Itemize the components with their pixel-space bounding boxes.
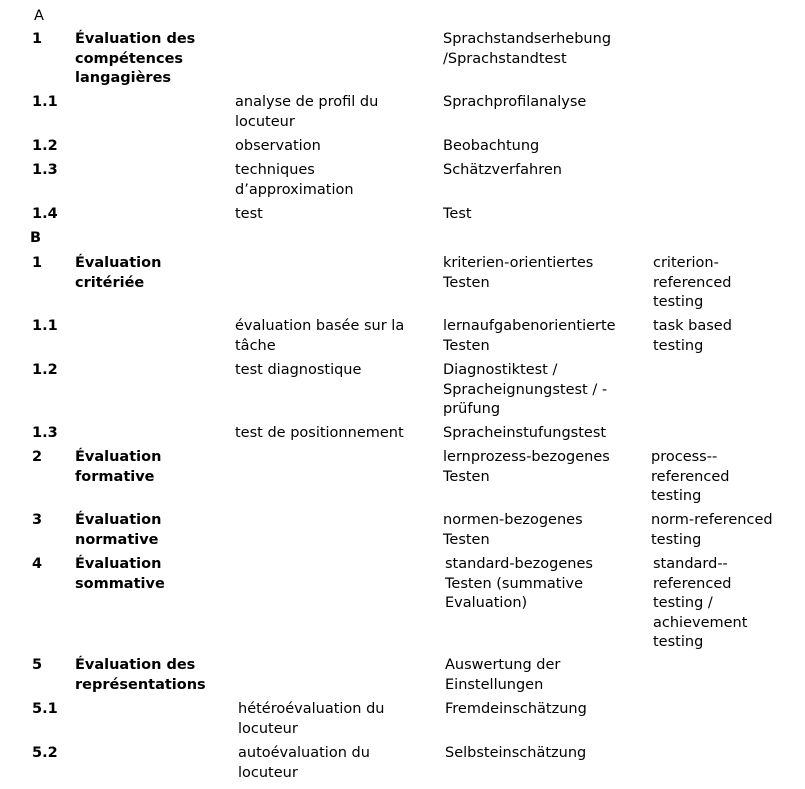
term-de: normen-bezogenes Testen bbox=[443, 512, 583, 548]
term-de: Diagnostiktest / Spracheignungstest / - prüfung bbox=[443, 362, 608, 417]
term-de: lernaufgabenorientierte Testen bbox=[443, 318, 616, 354]
row-number: 1.1 bbox=[32, 318, 58, 334]
subterm-fr: évaluation basée sur la tâche bbox=[235, 318, 405, 354]
term-fr: Évaluation des représentations bbox=[75, 657, 206, 693]
subterm-fr: test bbox=[235, 206, 263, 222]
row-number: 1.2 bbox=[32, 138, 58, 154]
term-en: standard-- referenced testing / achievement testing bbox=[653, 556, 748, 650]
row-number: 3 bbox=[32, 512, 43, 528]
term-de: Spracheinstufungstest bbox=[443, 425, 607, 441]
term-fr: Évaluation sommative bbox=[75, 556, 165, 592]
row-number: 5.1 bbox=[32, 701, 58, 717]
term-fr: Évaluation formative bbox=[75, 449, 162, 485]
section-a-label: A bbox=[34, 8, 44, 24]
row-number: 2 bbox=[32, 449, 43, 465]
row-number: 4 bbox=[32, 556, 43, 572]
term-de: Schätzverfahren bbox=[443, 162, 562, 178]
subterm-fr: hétéroévaluation du locuteur bbox=[238, 701, 385, 737]
term-fr: Évaluation critériée bbox=[75, 255, 162, 291]
subterm-fr: test de positionnement bbox=[235, 425, 404, 441]
row-number: 1.2 bbox=[32, 362, 58, 378]
subterm-fr: analyse de profil du locuteur bbox=[235, 94, 379, 130]
term-en: process-- referenced testing bbox=[651, 449, 730, 504]
row-number: 1.3 bbox=[32, 162, 58, 178]
row-number: 1 bbox=[32, 255, 43, 271]
term-de: lernprozess-bezogenes Testen bbox=[443, 449, 610, 485]
term-fr: Évaluation normative bbox=[75, 512, 162, 548]
term-de: Test bbox=[443, 206, 472, 222]
row-number: 1.3 bbox=[32, 425, 58, 441]
row-number: 1.1 bbox=[32, 94, 58, 110]
term-de: Sprachstandserhebung /Sprachstandtest bbox=[443, 31, 612, 67]
term-de: kriterien-orientiertes Testen bbox=[443, 255, 594, 291]
subterm-fr: techniques d’approximation bbox=[235, 162, 354, 198]
section-b-label: B bbox=[30, 230, 42, 246]
term-en: task based testing bbox=[653, 318, 732, 354]
row-number: 5.2 bbox=[32, 745, 58, 761]
term-de: Selbsteinschätzung bbox=[445, 745, 587, 761]
term-de: Auswertung der Einstellungen bbox=[445, 657, 561, 693]
term-fr: Évaluation des compétences langagières bbox=[75, 31, 196, 86]
term-de: standard-bezogenes Testen (summative Evaluation) bbox=[445, 556, 593, 611]
term-en: norm-referenced testing bbox=[651, 512, 773, 548]
term-de: Sprachprofilanalyse bbox=[443, 94, 587, 110]
term-en: criterion- referenced testing bbox=[653, 255, 732, 310]
subterm-fr: observation bbox=[235, 138, 321, 154]
subterm-fr: test diagnostique bbox=[235, 362, 362, 378]
term-de: Fremdeinschätzung bbox=[445, 701, 587, 717]
subterm-fr: autoévaluation du locuteur bbox=[238, 745, 370, 781]
row-number: 1.4 bbox=[32, 206, 58, 222]
term-de: Beobachtung bbox=[443, 138, 540, 154]
row-number: 5 bbox=[32, 657, 43, 673]
row-number: 1 bbox=[32, 31, 43, 47]
